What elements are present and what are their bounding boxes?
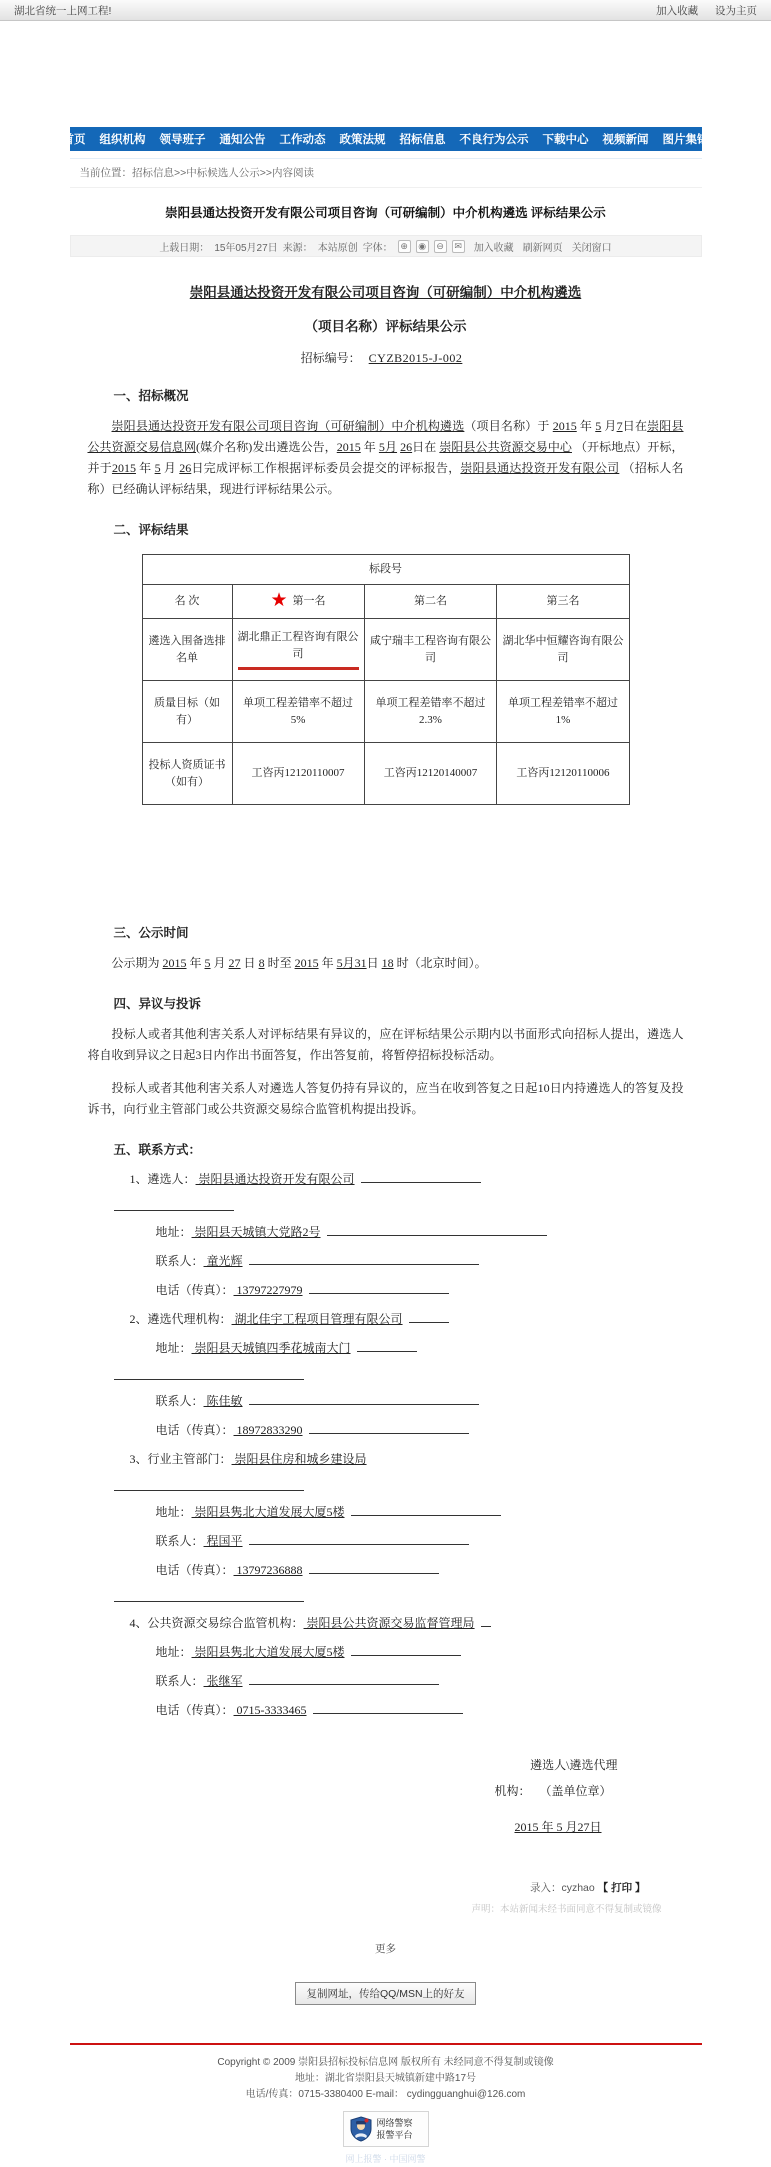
table-row <box>142 619 629 681</box>
blank-underline <box>114 1197 234 1211</box>
contact-label: 遴选代理机构： <box>147 1312 232 1326</box>
paragraph-segment: 18 <box>381 956 394 970</box>
footer-copyright: Copyright © 2009 崇阳县招标投标信息网 版权所有 未经同意不得复制或镜像 <box>217 2057 554 2068</box>
contact-label: 地址： <box>155 1505 192 1519</box>
nav-item-首页[interactable]: 首页 <box>62 134 86 146</box>
contact-line <box>156 1253 688 1269</box>
entry-label: 录入： <box>529 1882 562 1894</box>
signature-org-label: 机构： <box>494 1784 531 1798</box>
blank-underline <box>114 1588 304 1602</box>
bid-number-value: CYZB2015-J-002 <box>368 351 463 365</box>
paragraph-segment: 2015 <box>552 419 577 433</box>
contact-label: 地址： <box>155 1225 192 1239</box>
contact-value: 崇阳县天城镇四季花城南大门 <box>191 1341 351 1355</box>
contact-label: 联系人： <box>155 1534 204 1548</box>
badge-line1: 网络警察 <box>376 2118 413 2128</box>
upload-date-label: 上载日期： <box>159 242 210 254</box>
contact-label: 地址： <box>155 1341 192 1355</box>
contact-label: 公共资源交易综合监管机构： <box>147 1616 304 1630</box>
paragraph-segment: （招标人名称）已经确认评标结果，现进行评标结果公示。 <box>87 461 684 496</box>
table-cell: 名 次 <box>142 585 232 619</box>
bid-number-label: 招标编号： <box>300 351 361 365</box>
mail-icon[interactable]: ✉ <box>452 240 465 253</box>
underline-tail <box>361 1171 481 1183</box>
contact-line: 3、行业主管部门： 崇阳县住房和城乡建设局 <box>130 1451 688 1467</box>
contact-label: 电话（传真）： <box>155 1703 234 1717</box>
underline-tail <box>249 1673 439 1685</box>
paragraph-segment: 日完成评标工作根据评标委员会提交的评标报告， <box>191 461 461 475</box>
section4-paragraph2: 投标人或者其他利害关系人对遴选人答复仍持有异议的，应当在收到答复之日起10日内持遴选人的答复及投诉书，向行业主管部门或公共资源交易综合监管机构提出投诉。 <box>87 1081 684 1116</box>
contact-line <box>156 1562 688 1578</box>
paragraph-segment: 时至 <box>264 956 295 970</box>
source-value: 本站原创 <box>317 242 358 254</box>
table-cell: 第三名 <box>497 585 629 619</box>
signature-block <box>84 1752 618 1840</box>
footer-address: 地址：湖北省崇阳县天城镇新建中路17号 <box>294 2073 477 2084</box>
meta-refresh-link[interactable]: 刷新网页 <box>522 242 563 254</box>
contact-label: 行业主管部门： <box>147 1452 232 1466</box>
paragraph-segment: 26 <box>179 461 192 475</box>
font-larger-icon[interactable]: ⊕ <box>398 240 411 253</box>
entry-user: cyzhao <box>561 1882 595 1894</box>
blank-underline <box>114 1477 304 1491</box>
contact-value: 程国平 <box>203 1534 243 1548</box>
section2-heading: 二、评标结果 <box>113 523 189 537</box>
contact-value: 18972833290 <box>233 1423 303 1437</box>
paragraph-segment: 崇阳县通达投资开发有限公司 <box>460 461 620 475</box>
contact-line <box>156 1533 688 1549</box>
winner-red-underline <box>238 667 359 670</box>
paragraph-segment: 5 <box>204 956 211 970</box>
add-favorite-link[interactable]: 加入收藏 <box>656 4 699 17</box>
blank-underline <box>114 1366 304 1380</box>
underline-tail <box>351 1504 501 1516</box>
paragraph-segment: 2015 <box>111 461 136 475</box>
font-smaller-icon[interactable]: ⊖ <box>434 240 447 253</box>
nav-item-招标信息[interactable]: 招标信息 <box>399 134 446 146</box>
cyber-police-badge[interactable] <box>343 2111 429 2147</box>
copyright-notice-small: 声明：本站新闻未经书面同意不得复制或镜像 <box>471 1904 662 1915</box>
paragraph-segment: 日在 <box>412 440 440 454</box>
section3-paragraph <box>88 953 684 974</box>
paragraph-segment: 崇阳县公共资源交易信息网 <box>87 419 684 454</box>
paragraph-segment: （项目名称）于 <box>464 419 553 433</box>
table-cell: 工咨丙12120140007 <box>364 743 497 805</box>
paragraph-segment: 年 <box>135 461 155 475</box>
footer-phone-email: 电话/传真：0715-3380400 E-mail： cydingguanghui@126.com <box>245 2089 526 2100</box>
contact-label: 地址： <box>155 1645 192 1659</box>
table-cell: 工咨丙12120110007 <box>232 743 364 805</box>
contact-value: 崇阳县住房和城乡建设局 <box>231 1452 367 1466</box>
admin-line <box>70 1880 646 1895</box>
table-cell: 质量目标（如有） <box>142 681 232 743</box>
contact-value: 湖北佳宇工程项目管理有限公司 <box>231 1312 403 1326</box>
paragraph-segment: 2015 <box>162 956 187 970</box>
main-navigation <box>62 127 709 151</box>
contact-line <box>156 1673 688 1689</box>
police-shield-icon <box>350 2116 372 2142</box>
contact-value: 13797236888 <box>233 1563 303 1577</box>
contact-line <box>156 1340 688 1356</box>
contact-value: 童光辉 <box>203 1254 243 1268</box>
top-utility-bar <box>0 0 771 21</box>
paragraph-segment: 26 <box>400 440 413 454</box>
source-label: 来源： <box>282 242 313 254</box>
underline-tail <box>309 1422 469 1434</box>
contact-label: 电话（传真）： <box>155 1283 234 1297</box>
paragraph-segment: 8 <box>258 956 265 970</box>
upload-date: 15年05月27日 <box>214 242 278 254</box>
paragraph-segment: 5月31 <box>336 956 367 970</box>
table-cell: 湖北华中恒耀咨询有限公司 <box>497 619 629 681</box>
signature-line2 <box>84 1778 618 1804</box>
section4-paragraph1: 投标人或者其他利害关系人对评标结果有异议的，应在评标结果公示期内以书面形式向招标人提出，遴选人将自收到异议之日起3日内作出书面答复，作出答复前，将暂停招标投标活动。 <box>87 1027 684 1062</box>
nav-item-领导班子[interactable]: 领导班子 <box>159 134 206 146</box>
table-cell: 遴选入围备选排名单 <box>142 619 232 681</box>
paragraph-segment: 5月 <box>378 440 398 454</box>
meta-close-window-link[interactable]: 关闭窗口 <box>571 242 612 254</box>
table-row <box>142 585 629 619</box>
document-title-line2: （项目名称）评标结果公示 <box>304 319 467 334</box>
contact-label: 联系人： <box>155 1254 204 1268</box>
underline-tail <box>249 1253 479 1265</box>
table-cell: 单项工程差错率不超过2.3% <box>364 681 497 743</box>
print-button[interactable]: 【 打印 】 <box>597 1882 646 1894</box>
paragraph-segment: 7 <box>616 419 623 433</box>
footer-faint-text: 网上报警 · 中国网警 <box>345 2154 426 2164</box>
signature-date: 2015 年 5 月27日 <box>514 1820 602 1834</box>
section1-paragraph <box>88 416 684 500</box>
paragraph-segment: 5 <box>154 461 161 475</box>
underline-tail <box>327 1224 547 1236</box>
paragraph-segment: （开标地点）开标，并于 <box>87 440 684 475</box>
underline-tail <box>309 1562 439 1574</box>
contact-value: 0715-3333465 <box>233 1703 307 1717</box>
section1-heading: 一、招标概况 <box>113 389 189 403</box>
table-cell: 咸宁瑞丰工程咨询有限公司 <box>364 619 497 681</box>
breadcrumb-label: 当前位置： <box>79 167 132 179</box>
underline-tail <box>309 1282 449 1294</box>
paragraph-segment: 日 <box>366 956 382 970</box>
underline-tail <box>481 1615 491 1627</box>
nav-item-组织机构[interactable]: 组织机构 <box>99 134 146 146</box>
contact-value: 崇阳县天城镇大党路2号 <box>191 1225 321 1239</box>
table-cell: 第二名 <box>364 585 497 619</box>
paragraph-segment: 2015 <box>336 440 361 454</box>
paragraph-segment: 崇阳县通达投资开发有限公司项目咨询（可研编制）中介机构遴选 <box>111 419 465 433</box>
breadcrumb-path[interactable]: 招标信息>>中标候选人公示>>内容阅读 <box>132 167 315 179</box>
paragraph-segment: 月 <box>160 461 180 475</box>
nav-item-不良行为公示[interactable]: 不良行为公示 <box>459 134 529 146</box>
paragraph-segment: 年 <box>360 440 379 454</box>
underline-tail <box>249 1393 479 1405</box>
table-cell: 标段号 <box>142 555 629 585</box>
underline-tail <box>313 1702 463 1714</box>
breadcrumb <box>70 158 702 188</box>
table-cell: 单项工程差错率不超过5% <box>232 681 364 743</box>
document-title-line1: 崇阳县通达投资开发有限公司项目咨询（可研编制）中介机构遴选 <box>189 285 582 300</box>
contact-list <box>130 1171 688 1718</box>
evaluation-result-table <box>142 554 630 805</box>
section3-heading: 三、公示时间 <box>113 926 189 940</box>
red-star-icon: ★ <box>270 590 288 612</box>
article-meta-bar <box>70 235 702 257</box>
paragraph-segment: 月 <box>601 419 617 433</box>
contact-line <box>156 1282 688 1298</box>
badge-line2: 报警平台 <box>376 2130 413 2140</box>
contact-line: 4、公共资源交易综合监管机构： 崇阳县公共资源交易监督管理局 <box>130 1615 688 1631</box>
nav-item-工作动态[interactable]: 工作动态 <box>279 134 326 146</box>
topbar-marquee: 湖北省统一上网工程! <box>14 4 112 17</box>
paragraph-segment: 公示期为 <box>111 956 163 970</box>
paragraph-segment: 日 <box>240 956 259 970</box>
underline-tail <box>357 1340 417 1352</box>
meta-add-favorite-link[interactable]: 加入收藏 <box>473 242 514 254</box>
page-title: 崇阳县通达投资开发有限公司项目咨询（可研编制）中介机构遴选 评标结果公示 <box>165 206 606 220</box>
contact-line: 2、遴选代理机构： 湖北佳宇工程项目管理有限公司 <box>130 1311 688 1327</box>
signature-line1: 遴选人\遴选代理 <box>530 1758 618 1772</box>
signature-seal-hint: （盖单位章） <box>539 1784 612 1798</box>
contact-label: 电话（传真）： <box>155 1563 234 1577</box>
paragraph-segment: 年 <box>318 956 337 970</box>
signature-date-line <box>84 1814 618 1840</box>
paragraph-segment: 日在 <box>622 419 648 433</box>
underline-tail <box>409 1311 449 1323</box>
contact-label: 遴选人： <box>147 1172 196 1186</box>
document-body <box>70 281 702 1840</box>
table-row <box>142 743 629 805</box>
paragraph-segment: 时（北京时间）。 <box>393 956 487 970</box>
paragraph-segment: 27 <box>228 956 241 970</box>
font-normal-icon[interactable]: ◉ <box>416 240 429 253</box>
contact-line <box>156 1644 688 1660</box>
nav-item-视频新闻[interactable]: 视频新闻 <box>602 134 649 146</box>
contact-value: 崇阳县公共资源交易监督管理局 <box>303 1616 475 1630</box>
contact-line <box>156 1422 688 1438</box>
section4-heading: 四、异议与投诉 <box>113 997 202 1011</box>
paragraph-segment: 年 <box>576 419 596 433</box>
contact-value: 陈佳敏 <box>203 1394 243 1408</box>
paragraph-segment: 5 <box>595 419 602 433</box>
nav-item-图片集锦[interactable]: 图片集锦 <box>662 134 709 146</box>
share-url-button[interactable]: 复制网址，传给QQ/MSN上的好友 <box>295 1982 475 2005</box>
underline-tail <box>249 1533 469 1545</box>
font-size-label: 字体： <box>362 242 393 254</box>
contact-line <box>156 1224 688 1240</box>
table-cell: 投标人资质证书（如有） <box>142 743 232 805</box>
nav-item-政策法规[interactable]: 政策法规 <box>339 134 386 146</box>
contact-label: 电话（传真）： <box>155 1423 234 1437</box>
bid-number-line <box>84 349 688 366</box>
nav-item-通知公告[interactable]: 通知公告 <box>219 134 266 146</box>
contact-value: 崇阳县隽北大道发展大厦5楼 <box>191 1645 345 1659</box>
paragraph-segment: 年 <box>186 956 205 970</box>
contact-value: 张继军 <box>203 1674 243 1688</box>
paragraph-segment: (媒介名称)发出遴选公告， <box>196 440 337 454</box>
paragraph-segment: 2015 <box>294 956 319 970</box>
contact-value: 13797227979 <box>233 1283 303 1297</box>
table-row <box>142 681 629 743</box>
contact-line <box>156 1702 688 1718</box>
underline-tail <box>351 1644 461 1656</box>
table-row <box>142 555 629 585</box>
contact-value: 崇阳县通达投资开发有限公司 <box>195 1172 355 1186</box>
section5-heading: 五、联系方式： <box>113 1143 202 1157</box>
more-link[interactable]: 更多 <box>375 1943 396 1955</box>
table-cell: 工咨丙12120110006 <box>497 743 629 805</box>
paragraph-segment: 月 <box>210 956 229 970</box>
set-homepage-link[interactable]: 设为主页 <box>715 4 757 17</box>
contact-line: 1、遴选人： 崇阳县通达投资开发有限公司 <box>130 1171 688 1187</box>
table-cell: ★ 第一名 <box>232 585 364 619</box>
contact-value: 崇阳县隽北大道发展大厦5楼 <box>191 1505 345 1519</box>
paragraph-segment: 崇阳县公共资源交易中心 <box>439 440 572 454</box>
contact-label: 联系人： <box>155 1674 204 1688</box>
contact-label: 联系人： <box>155 1394 204 1408</box>
page-footer <box>70 2043 702 2167</box>
contact-line <box>156 1504 688 1520</box>
contact-line <box>156 1393 688 1409</box>
table-cell: 湖北鼎正工程咨询有限公司 <box>232 619 364 681</box>
nav-item-下载中心[interactable]: 下载中心 <box>542 134 589 146</box>
table-cell: 单项工程差错率不超过1% <box>497 681 629 743</box>
